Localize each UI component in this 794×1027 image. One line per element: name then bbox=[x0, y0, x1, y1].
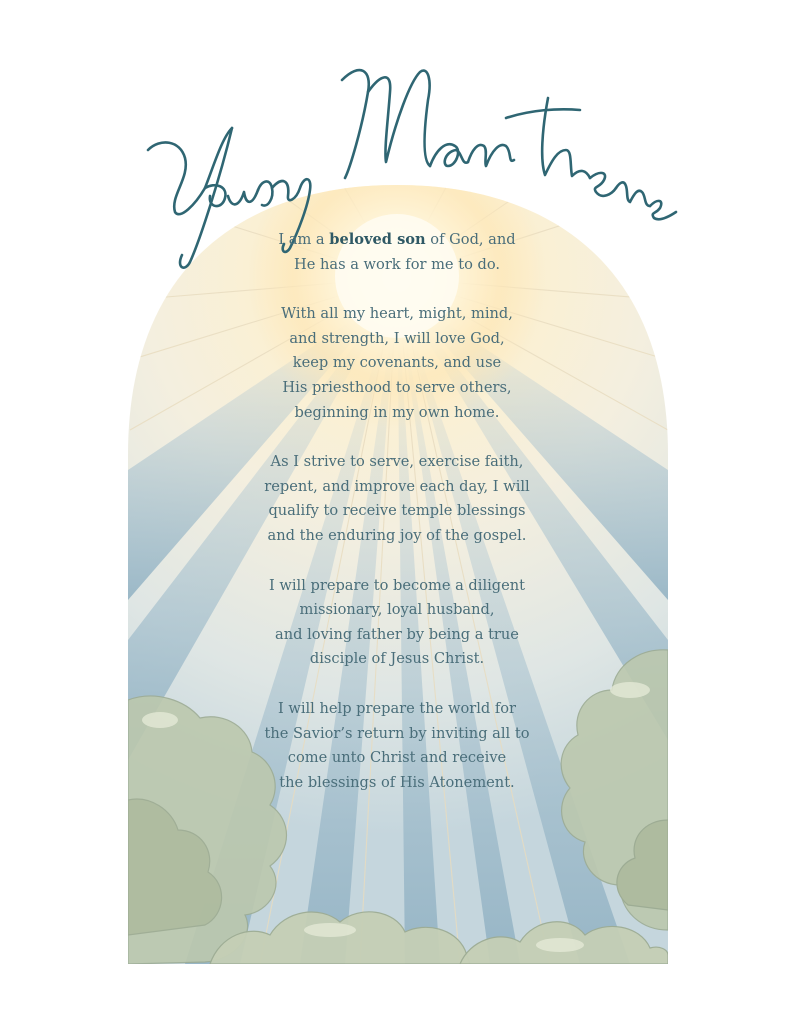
theme-line: and strength, I will love God, bbox=[289, 329, 505, 347]
theme-line: As I strive to serve, exercise faith, bbox=[270, 453, 524, 471]
theme-paragraph bbox=[200, 302, 594, 425]
theme-line: the Savior’s return by inviting all to bbox=[264, 724, 530, 742]
theme-line: missionary, loyal husband, bbox=[299, 601, 495, 619]
theme-line: repent, and improve each day, I will bbox=[264, 477, 530, 495]
theme-paragraph bbox=[200, 574, 594, 672]
theme-line: beginning in my own home. bbox=[294, 403, 500, 421]
theme-line: disciple of Jesus Christ. bbox=[309, 650, 485, 668]
theme-line: and loving father by being a true bbox=[275, 625, 519, 643]
theme-line: the blessings of His Atonement. bbox=[279, 773, 515, 791]
theme-paragraph bbox=[200, 697, 594, 795]
theme-line: I will help prepare the world for bbox=[277, 699, 517, 717]
theme-line: His priesthood to serve others, bbox=[282, 378, 512, 396]
theme-line: qualify to receive temple blessings bbox=[268, 502, 526, 520]
theme-paragraph bbox=[200, 450, 594, 548]
theme-paragraph bbox=[200, 228, 594, 277]
emphasis-beloved-son: beloved son bbox=[329, 231, 426, 248]
theme-line: and the enduring joy of the gospel. bbox=[267, 526, 527, 544]
theme-line: With all my heart, might, mind, bbox=[281, 305, 513, 323]
line-text-after: of God, and bbox=[425, 231, 516, 248]
theme-line: keep my covenants, and use bbox=[292, 354, 502, 372]
theme-line: come unto Christ and receive bbox=[287, 749, 507, 767]
theme-line: He has a work for me to do. bbox=[293, 255, 501, 273]
theme-line: I will prepare to become a diligent bbox=[268, 576, 526, 594]
line-text-before: I am a bbox=[278, 231, 330, 248]
theme-line bbox=[200, 228, 594, 253]
young-men-theme-text bbox=[200, 228, 594, 820]
